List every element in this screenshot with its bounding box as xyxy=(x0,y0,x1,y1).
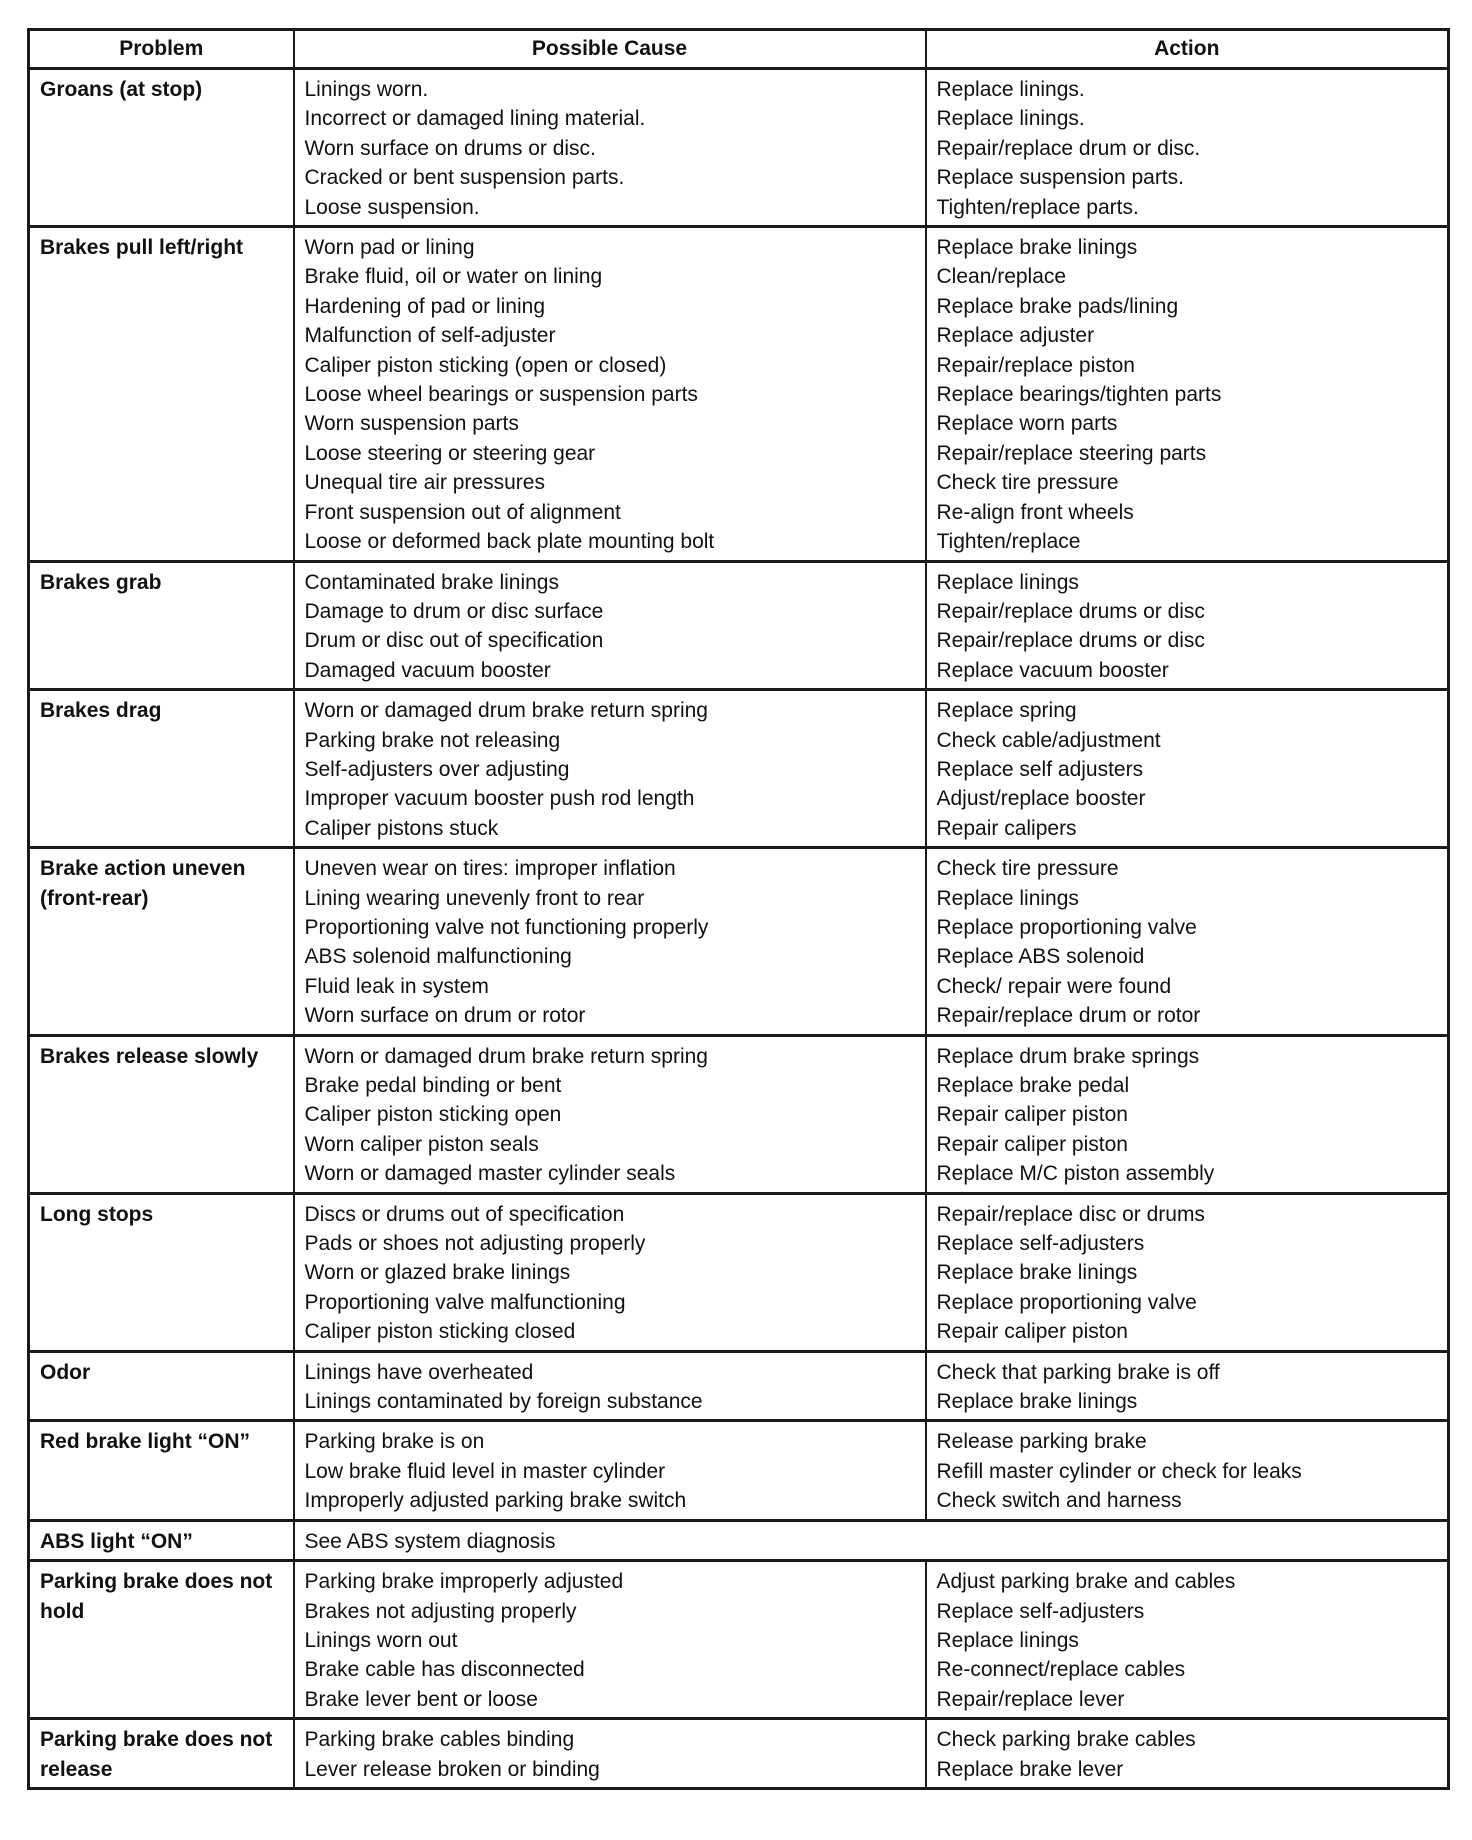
header-action: Action xyxy=(926,30,1449,69)
action-line: Re-align front wheels xyxy=(936,500,1134,524)
action-line: Check parking brake cables xyxy=(936,1728,1196,1752)
cause-line: Brake pedal binding or bent xyxy=(304,1074,562,1097)
table-row xyxy=(29,1520,1449,1560)
header-possible-cause: Possible Cause xyxy=(294,30,926,69)
troubleshooting-sheet xyxy=(27,28,1447,1790)
cause-line: Hardening of pad or lining xyxy=(304,294,545,318)
header-problem: Problem xyxy=(29,30,294,69)
cause-line: Lining wearing unevenly front to rear xyxy=(304,886,645,910)
action-line: Replace proportioning valve xyxy=(936,915,1197,939)
cause-line: Malfunction of self-adjuster xyxy=(304,324,556,348)
problem-cell: Parking brake does not release xyxy=(29,1719,294,1789)
action-line: Replace brake lever xyxy=(936,1757,1124,1781)
header-row xyxy=(29,30,1449,69)
action-line: Repair/replace drums or disc xyxy=(936,599,1205,623)
note-cell xyxy=(294,1520,1449,1560)
action-line: Repair/replace drum or rotor xyxy=(936,1004,1201,1028)
problem-cell: Brakes pull left/right xyxy=(29,227,294,561)
action-cell xyxy=(926,848,1449,1035)
action-line: Repair caliper piston xyxy=(936,1320,1128,1344)
action-cell xyxy=(926,690,1449,848)
problem-cell: Parking brake does not hold xyxy=(29,1561,294,1719)
action-line: Replace bearings/tighten parts xyxy=(936,383,1222,407)
cause-cell xyxy=(294,561,926,690)
cause-line: Parking brake improperly adjusted xyxy=(304,1570,624,1594)
cause-line: Low brake fluid level in master cylinder xyxy=(304,1459,666,1483)
cause-line: Parking brake cables binding xyxy=(304,1728,575,1752)
action-line: Refill master cylinder or check for leaks xyxy=(936,1459,1302,1483)
table-row xyxy=(29,1421,1449,1520)
cause-line: Damage to drum or disc surface xyxy=(304,599,604,623)
cause-cell xyxy=(294,1193,926,1351)
action-line: Replace adjuster xyxy=(936,324,1095,348)
table-row xyxy=(29,561,1449,690)
problem-cell: Red brake light “ON” xyxy=(29,1421,294,1520)
action-line: Repair/replace drums or disc xyxy=(936,629,1205,653)
cause-line: Uneven wear on tires: improper inflation xyxy=(304,857,676,881)
table-row xyxy=(29,1561,1449,1719)
action-line: Check tire pressure xyxy=(936,471,1119,495)
action-line: Replace worn parts xyxy=(936,412,1118,436)
cause-cell xyxy=(294,1351,926,1421)
action-line: Adjust/replace booster xyxy=(936,787,1146,811)
cause-line: Loose steering or steering gear xyxy=(304,441,596,465)
cause-line: Worn suspension parts xyxy=(304,412,519,436)
cause-line: Self-adjusters over adjusting xyxy=(304,757,570,781)
action-cell xyxy=(926,1193,1449,1351)
cause-line: Proportioning valve not functioning properly xyxy=(304,915,709,939)
cause-cell xyxy=(294,848,926,1035)
table-row xyxy=(29,69,1449,227)
cause-line: Brake cable has disconnected xyxy=(304,1658,585,1682)
table-row xyxy=(29,1035,1449,1193)
action-line: Replace self-adjusters xyxy=(936,1599,1145,1623)
action-line: Tighten/replace xyxy=(936,530,1081,554)
table-row xyxy=(29,1351,1449,1421)
action-line: Replace ABS solenoid xyxy=(936,945,1145,969)
problem-cell: Long stops xyxy=(29,1193,294,1351)
table-row xyxy=(29,227,1449,561)
action-line: Replace linings xyxy=(936,570,1079,594)
action-line: Replace brake linings xyxy=(936,236,1138,260)
action-line: Check/ repair were found xyxy=(936,974,1172,998)
action-line: Repair/replace steering parts xyxy=(936,441,1207,465)
action-line: Tighten/replace parts. xyxy=(936,195,1139,219)
problem-cell: Brakes grab xyxy=(29,561,294,690)
cause-line: Linings have overheated xyxy=(304,1360,534,1384)
action-line: Replace linings. xyxy=(936,107,1085,131)
table-row xyxy=(29,1193,1449,1351)
action-cell xyxy=(926,1035,1449,1193)
cause-line: Loose or deformed back plate mounting bolt xyxy=(304,530,715,554)
action-cell xyxy=(926,1351,1449,1421)
note-line: See ABS system diagnosis xyxy=(304,1529,556,1553)
cause-line: Parking brake not releasing xyxy=(304,728,561,752)
cause-line: Unequal tire air pressures xyxy=(304,471,545,495)
action-line: Replace drum brake springs xyxy=(936,1044,1200,1068)
cause-line: Fluid leak in system xyxy=(304,974,489,998)
problem-cell: Brakes release slowly xyxy=(29,1035,294,1193)
cause-line: Caliper piston sticking (open or closed) xyxy=(304,353,667,377)
action-line: Clean/replace xyxy=(936,265,1067,289)
cause-cell xyxy=(294,1035,926,1193)
action-cell xyxy=(926,561,1449,690)
cause-cell xyxy=(294,227,926,561)
cause-cell xyxy=(294,1719,926,1789)
action-line: Check switch and harness xyxy=(936,1489,1182,1513)
action-line: Replace brake pedal xyxy=(936,1074,1130,1097)
action-line: Replace vacuum booster xyxy=(936,658,1169,682)
cause-line: Worn surface on drums or disc. xyxy=(304,136,596,160)
action-line: Replace proportioning valve xyxy=(936,1290,1197,1314)
action-line: Adjust parking brake and cables xyxy=(936,1570,1236,1594)
cause-line: Lever release broken or binding xyxy=(304,1757,600,1781)
cause-line: Contaminated brake linings xyxy=(304,570,559,594)
cause-line: ABS solenoid malfunctioning xyxy=(304,945,572,969)
brake-diagnosis-table xyxy=(27,28,1450,1790)
cause-line: Caliper piston sticking open xyxy=(304,1103,562,1127)
cause-line: Worn or damaged drum brake return spring xyxy=(304,699,708,723)
cause-line: Pads or shoes not adjusting properly xyxy=(304,1232,646,1256)
action-line: Repair/replace disc or drums xyxy=(936,1202,1205,1226)
action-line: Replace M/C piston assembly xyxy=(936,1162,1215,1186)
cause-line: Drum or disc out of specification xyxy=(304,629,604,653)
cause-line: Incorrect or damaged lining material. xyxy=(304,107,646,131)
action-cell xyxy=(926,1421,1449,1520)
action-line: Replace self-adjusters xyxy=(936,1232,1145,1256)
action-line: Check that parking brake is off xyxy=(936,1360,1220,1384)
table-body xyxy=(29,69,1449,1789)
cause-line: Worn pad or lining xyxy=(304,236,475,260)
cause-cell xyxy=(294,690,926,848)
action-line: Check tire pressure xyxy=(936,857,1119,881)
cause-line: Brake lever bent or loose xyxy=(304,1687,538,1711)
cause-line: Parking brake is on xyxy=(304,1430,485,1454)
table-row xyxy=(29,848,1449,1035)
action-line: Check cable/adjustment xyxy=(936,728,1161,752)
cause-line: Caliper piston sticking closed xyxy=(304,1320,576,1344)
action-line: Re-connect/replace cables xyxy=(936,1658,1186,1682)
cause-line: Worn or damaged master cylinder seals xyxy=(304,1162,676,1186)
cause-line: Cracked or bent suspension parts. xyxy=(304,166,625,190)
problem-cell: Brakes drag xyxy=(29,690,294,848)
action-line: Replace suspension parts. xyxy=(936,166,1184,190)
action-line: Repair/replace lever xyxy=(936,1687,1125,1711)
action-line: Repair caliper piston xyxy=(936,1103,1128,1127)
cause-line: Caliper pistons stuck xyxy=(304,816,499,840)
cause-line: Damaged vacuum booster xyxy=(304,658,551,682)
table-header xyxy=(29,30,1449,69)
cause-line: Loose suspension. xyxy=(304,195,480,219)
action-cell xyxy=(926,227,1449,561)
cause-line: Linings worn out xyxy=(304,1628,458,1652)
action-line: Replace linings. xyxy=(936,78,1085,101)
cause-line: Brake fluid, oil or water on lining xyxy=(304,265,603,289)
action-line: Replace brake linings xyxy=(936,1390,1138,1414)
problem-cell: Odor xyxy=(29,1351,294,1421)
table-row xyxy=(29,690,1449,848)
problem-cell: ABS light “ON” xyxy=(29,1520,294,1560)
cause-line: Brakes not adjusting properly xyxy=(304,1599,577,1623)
action-line: Replace self adjusters xyxy=(936,757,1144,781)
cause-line: Worn surface on drum or rotor xyxy=(304,1004,586,1028)
cause-cell xyxy=(294,69,926,227)
cause-line: Worn caliper piston seals xyxy=(304,1132,539,1156)
action-line: Replace spring xyxy=(936,699,1077,723)
cause-line: Worn or glazed brake linings xyxy=(304,1261,571,1285)
cause-cell xyxy=(294,1561,926,1719)
action-line: Replace linings xyxy=(936,1628,1079,1652)
cause-line: Improper vacuum booster push rod length xyxy=(304,787,695,811)
action-line: Repair caliper piston xyxy=(936,1132,1128,1156)
cause-line: Proportioning valve malfunctioning xyxy=(304,1290,626,1314)
action-cell xyxy=(926,69,1449,227)
problem-cell: Brake action uneven (front-rear) xyxy=(29,848,294,1035)
action-cell xyxy=(926,1719,1449,1789)
action-line: Replace brake linings xyxy=(936,1261,1138,1285)
problem-cell: Groans (at stop) xyxy=(29,69,294,227)
cause-line: Discs or drums out of specification xyxy=(304,1202,625,1226)
cause-line: Linings contaminated by foreign substance xyxy=(304,1390,703,1414)
cause-line: Worn or damaged drum brake return spring xyxy=(304,1044,708,1068)
action-line: Release parking brake xyxy=(936,1430,1147,1454)
action-line: Repair/replace piston xyxy=(936,353,1135,377)
cause-line: Improperly adjusted parking brake switch xyxy=(304,1489,687,1513)
cause-line: Loose wheel bearings or suspension parts xyxy=(304,383,698,407)
action-line: Replace linings xyxy=(936,886,1079,910)
action-line: Repair/replace drum or disc. xyxy=(936,136,1201,160)
action-line: Repair calipers xyxy=(936,816,1077,840)
cause-line: Linings worn. xyxy=(304,78,429,101)
cause-cell xyxy=(294,1421,926,1520)
cause-line: Front suspension out of alignment xyxy=(304,500,621,524)
table-row xyxy=(29,1719,1449,1789)
action-cell xyxy=(926,1561,1449,1719)
action-line: Replace brake pads/lining xyxy=(936,294,1179,318)
